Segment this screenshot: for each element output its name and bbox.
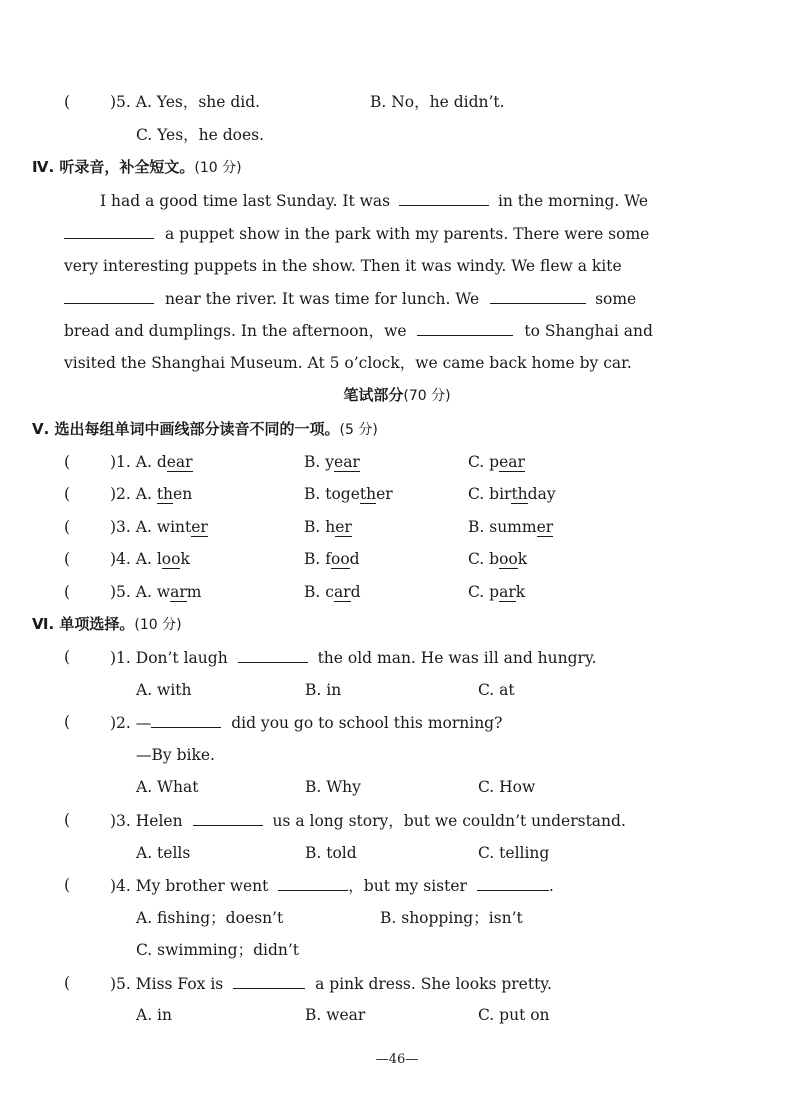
option-a: A. in <box>136 1006 172 1024</box>
question-stem: )5. A. Yes，she did. <box>110 93 261 111</box>
word-part: B. y <box>304 453 335 471</box>
option-number: )3. A. <box>110 518 157 536</box>
passage-line-6: visited the Shanghai Museum. At 5 o’clock，we came back home by car. <box>64 354 632 372</box>
underlined-letters: ear <box>499 453 525 471</box>
answer-paren[interactable]: ( <box>64 811 71 829</box>
option-b: B. shopping；isn’t <box>380 909 523 927</box>
word-part: B. f <box>304 550 331 568</box>
stem-text: )2. — <box>110 714 152 732</box>
question-stem <box>110 810 626 831</box>
passage-text: to Shanghai and <box>524 322 653 340</box>
underlined-letters: oo <box>330 550 350 568</box>
fill-blank-5[interactable] <box>417 320 513 336</box>
section-title: Ⅴ. 选出每组单词中画线部分读音不同的一项。 <box>32 420 340 438</box>
fill-blank[interactable] <box>151 712 221 728</box>
option-c <box>468 549 527 569</box>
underlined-letters: er <box>191 518 208 536</box>
stem-text: a pink dress. She looks pretty. <box>315 975 552 993</box>
word-part: wint <box>156 518 192 536</box>
option-b: B. wear <box>305 1006 366 1024</box>
underlined-letters: er <box>335 518 352 536</box>
stem-text: )3. Helen <box>110 812 183 830</box>
underlined-letters: ar <box>333 583 351 601</box>
fill-blank-3[interactable] <box>64 288 154 304</box>
underlined-letters: th <box>511 485 528 503</box>
section-title: Ⅵ. 单项选择。 <box>32 615 135 633</box>
answer-paren[interactable]: ( <box>64 518 71 536</box>
underlined-letters: ar <box>499 583 516 601</box>
stem-text: . <box>548 877 554 895</box>
option-b: B. in <box>305 681 342 699</box>
option-a <box>110 452 193 472</box>
underlined-letters: oo <box>161 550 181 568</box>
option-b <box>304 582 361 602</box>
option-c: C. swimming；didn’t <box>136 941 300 959</box>
section-heading <box>32 419 378 440</box>
answer-paren[interactable]: ( <box>64 485 71 503</box>
question-stem <box>110 647 597 668</box>
word-part: d <box>349 550 360 568</box>
passage-text: a puppet show in the park with my parents. There were some <box>164 225 650 243</box>
option-b: B. Why <box>305 778 361 796</box>
answer-paren[interactable]: ( <box>64 583 71 601</box>
word-part: C. p <box>468 453 500 471</box>
fill-blank[interactable] <box>193 810 263 826</box>
underlined-letters: ear <box>334 453 360 471</box>
word-part: k <box>180 550 190 568</box>
option-c: C. Yes，he does. <box>136 126 265 144</box>
fill-blank[interactable] <box>278 875 348 891</box>
passage-text: I had a good time last Sunday. It was <box>100 192 391 210</box>
underlined-letters: ear <box>166 453 193 471</box>
passage-line-5 <box>64 320 653 341</box>
option-c: C. telling <box>478 844 550 862</box>
word-part: k <box>515 583 526 601</box>
option-number: )1. A. <box>110 453 157 471</box>
stem-text: )5. Miss Fox is <box>110 975 224 993</box>
fill-blank[interactable] <box>238 647 308 663</box>
passage-text: some <box>595 290 637 308</box>
answer-paren[interactable]: ( <box>64 453 71 471</box>
stem-text: the old man. He was ill and hungry. <box>317 649 597 667</box>
written-score: (70 分) <box>403 388 451 404</box>
section-score: (10 分) <box>134 617 182 633</box>
option-number: )2. A. <box>110 485 157 503</box>
option-c: C. at <box>478 681 515 699</box>
option-b <box>304 484 393 504</box>
word-part: B. summ <box>468 518 537 536</box>
passage-text: near the river. It was time for lunch. We <box>164 290 480 308</box>
section-title: Ⅳ. 听录音，补全短文。 <box>32 158 195 176</box>
stem-text: ，but my sister <box>348 877 467 895</box>
underlined-letters: er <box>536 518 554 536</box>
stem-text: )4. My brother went <box>110 877 269 895</box>
word-part: w <box>156 583 171 601</box>
underlined-letters: oo <box>499 550 518 568</box>
answer-paren[interactable]: ( <box>64 93 71 111</box>
word-part: d <box>350 583 361 601</box>
option-c <box>468 582 525 602</box>
option-number: )5. A. <box>110 583 157 601</box>
word-part: en <box>173 485 193 503</box>
question-stem <box>110 712 502 733</box>
stem-text: )1. Don’t laugh <box>110 649 228 667</box>
word-part: C. b <box>468 550 500 568</box>
fill-blank-2[interactable] <box>64 223 154 239</box>
option-a <box>110 582 201 602</box>
word-part: C. p <box>468 583 500 601</box>
word-part: d <box>156 453 167 471</box>
answer-paren[interactable]: ( <box>64 876 71 894</box>
question-stem <box>110 875 554 896</box>
stem-text: did you go to school this morning? <box>231 714 503 732</box>
section-heading <box>32 614 182 635</box>
passage-text: bread and dumplings. In the afternoon，we <box>64 322 407 340</box>
word-part: m <box>186 583 202 601</box>
fill-blank[interactable] <box>233 973 305 989</box>
option-c: C. How <box>478 778 536 796</box>
fill-blank-4[interactable] <box>490 288 586 304</box>
answer-paren[interactable]: ( <box>64 648 71 666</box>
option-c <box>468 517 553 537</box>
option-c: C. put on <box>478 1006 550 1024</box>
word-part: C. bir <box>468 485 512 503</box>
passage-line-4 <box>64 288 636 309</box>
written-title: 笔试部分 <box>343 386 404 404</box>
option-a: A. fishing；doesn’t <box>136 909 284 927</box>
option-b <box>304 517 352 537</box>
word-part: B. c <box>304 583 334 601</box>
word-part: B. h <box>304 518 336 536</box>
word-part: day <box>527 485 556 503</box>
fill-blank-1[interactable] <box>399 190 489 206</box>
option-b <box>304 549 360 569</box>
option-a: A. What <box>136 778 199 796</box>
option-a: A. tells <box>136 844 191 862</box>
option-b: B. No，he didn’t. <box>370 93 505 111</box>
option-a: A. with <box>136 681 192 699</box>
passage-line-2 <box>64 223 649 244</box>
answer-paren[interactable]: ( <box>64 550 71 568</box>
passage-line-1 <box>100 190 648 211</box>
word-part: er <box>376 485 393 503</box>
section-heading <box>32 157 242 178</box>
option-b <box>304 452 360 472</box>
option-a <box>110 484 192 504</box>
option-b: B. told <box>305 844 357 862</box>
passage-line-3: very interesting puppets in the show. Then it was windy. We flew a kite <box>64 257 622 275</box>
fill-blank[interactable] <box>477 875 549 891</box>
underlined-letters: ar <box>170 583 187 601</box>
answer-paren[interactable]: ( <box>64 974 71 992</box>
written-part-heading <box>0 385 794 406</box>
reply-text: —By bike. <box>136 746 215 764</box>
word-part: l <box>156 550 162 568</box>
section-score: (5 分) <box>339 422 378 438</box>
underlined-letters: th <box>359 485 377 503</box>
option-c <box>468 484 556 504</box>
option-c <box>468 452 525 472</box>
option-a <box>110 549 190 569</box>
question-stem <box>110 973 552 994</box>
stem-text: us a long story，but we couldn’t understand. <box>272 812 626 830</box>
word-part: k <box>517 550 528 568</box>
option-a <box>110 517 208 537</box>
answer-paren[interactable]: ( <box>64 713 71 731</box>
page-number: —46— <box>375 1052 419 1067</box>
option-number: )4. A. <box>110 550 157 568</box>
word-part: B. toge <box>304 485 360 503</box>
passage-text: in the morning. We <box>497 192 649 210</box>
section-score: (10 分) <box>194 160 242 176</box>
underlined-letters: th <box>156 485 174 503</box>
